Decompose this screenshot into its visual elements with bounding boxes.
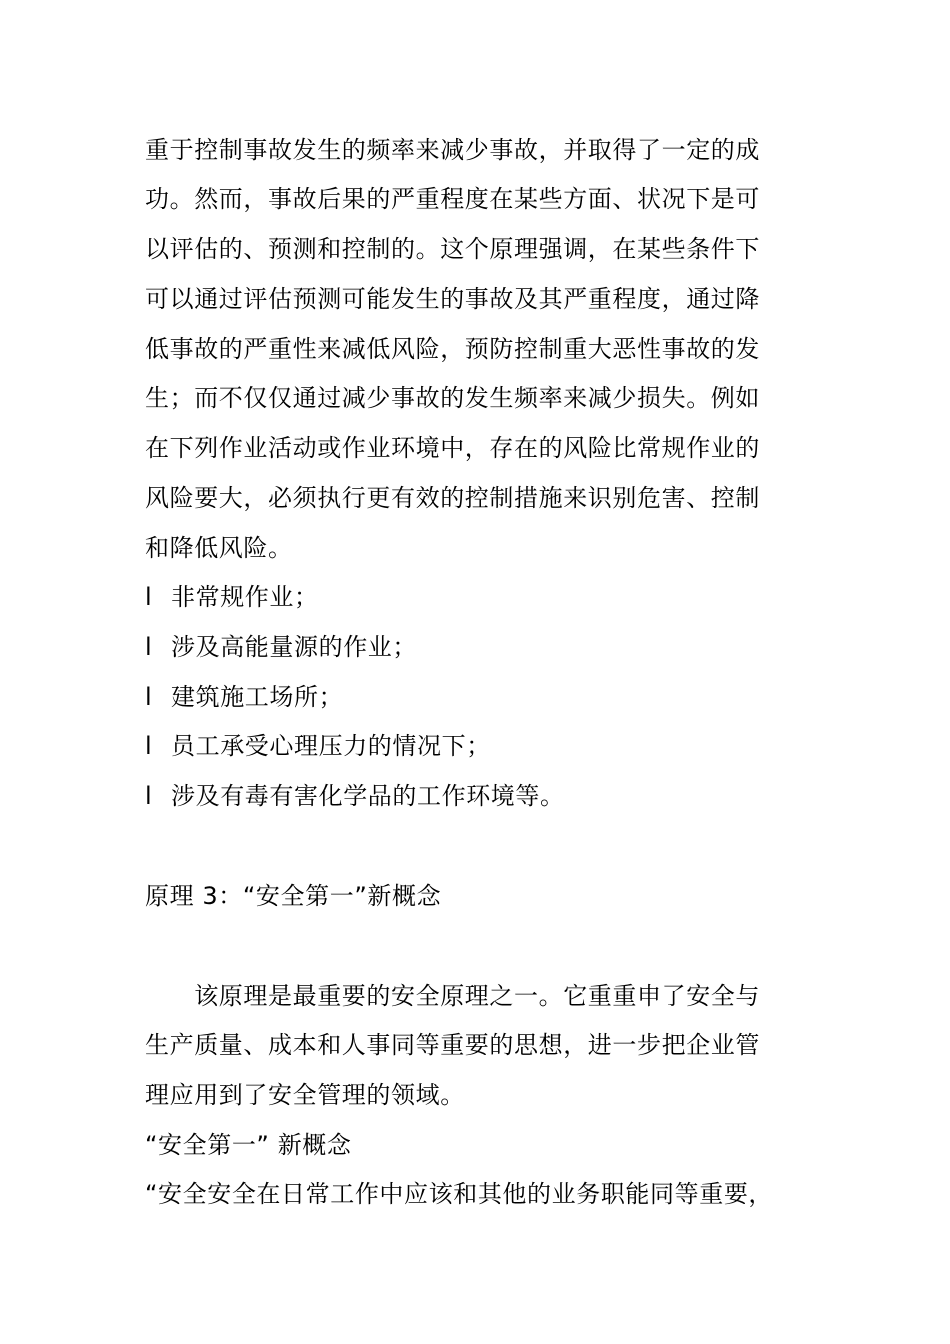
section-heading: 原理 3：“安全第一”新概念: [145, 882, 442, 910]
list-item: [145, 780, 565, 812]
paragraph-line: 低事故的严重性来减低风险，预防控制重大恶性事故的发: [145, 335, 760, 363]
paragraph-line: 理应用到了安全管理的领域。: [145, 1081, 465, 1109]
bullet-mark: l: [145, 583, 153, 611]
paragraph-line: 在下列作业活动或作业环境中，存在的风险比常规作业的: [145, 434, 760, 462]
list-item: [145, 631, 417, 663]
list-item-text: 涉及有毒有害化学品的工作环境等。: [171, 782, 565, 810]
list-item-text: 建筑施工场所；: [171, 683, 344, 711]
bullet-mark: l: [145, 633, 153, 661]
bullet-mark: l: [145, 782, 153, 810]
paragraph-line: 功。然而，事故后果的严重程度在某些方面、状况下是可: [145, 185, 760, 213]
subheading: “安全第一” 新概念: [145, 1131, 352, 1159]
list-item-text: 非常规作业；: [171, 583, 319, 611]
list-item: [145, 581, 319, 613]
paragraph-line: 和降低风险。: [145, 534, 293, 562]
paragraph-line: 风险要大，必须执行更有效的控制措施来识别危害、控制: [145, 484, 760, 512]
list-item-text: 员工承受心理压力的情况下；: [171, 732, 491, 760]
paragraph-line: “安全安全在日常工作中应该和其他的业务职能同等重要，: [145, 1180, 774, 1208]
paragraph-line: 生产质量、成本和人事同等重要的思想，进一步把企业管: [145, 1031, 760, 1059]
bullet-mark: l: [145, 732, 153, 760]
list-item: [145, 681, 343, 713]
paragraph-line: 以评估的、预测和控制的。这个原理强调，在某些条件下: [145, 235, 760, 263]
paragraph-line: 可以通过评估预测可能发生的事故及其严重程度，通过降: [145, 285, 760, 313]
paragraph-line: 生；而不仅仅通过减少事故的发生频率来减少损失。例如: [145, 384, 760, 412]
list-item-text: 涉及高能量源的作业；: [171, 633, 417, 661]
paragraph-line: 重于控制事故发生的频率来减少事故，并取得了一定的成: [145, 136, 760, 164]
list-item: [145, 730, 491, 762]
paragraph-line: 该原理是最重要的安全原理之一。它重重申了安全与: [145, 982, 760, 1010]
bullet-mark: l: [145, 683, 153, 711]
